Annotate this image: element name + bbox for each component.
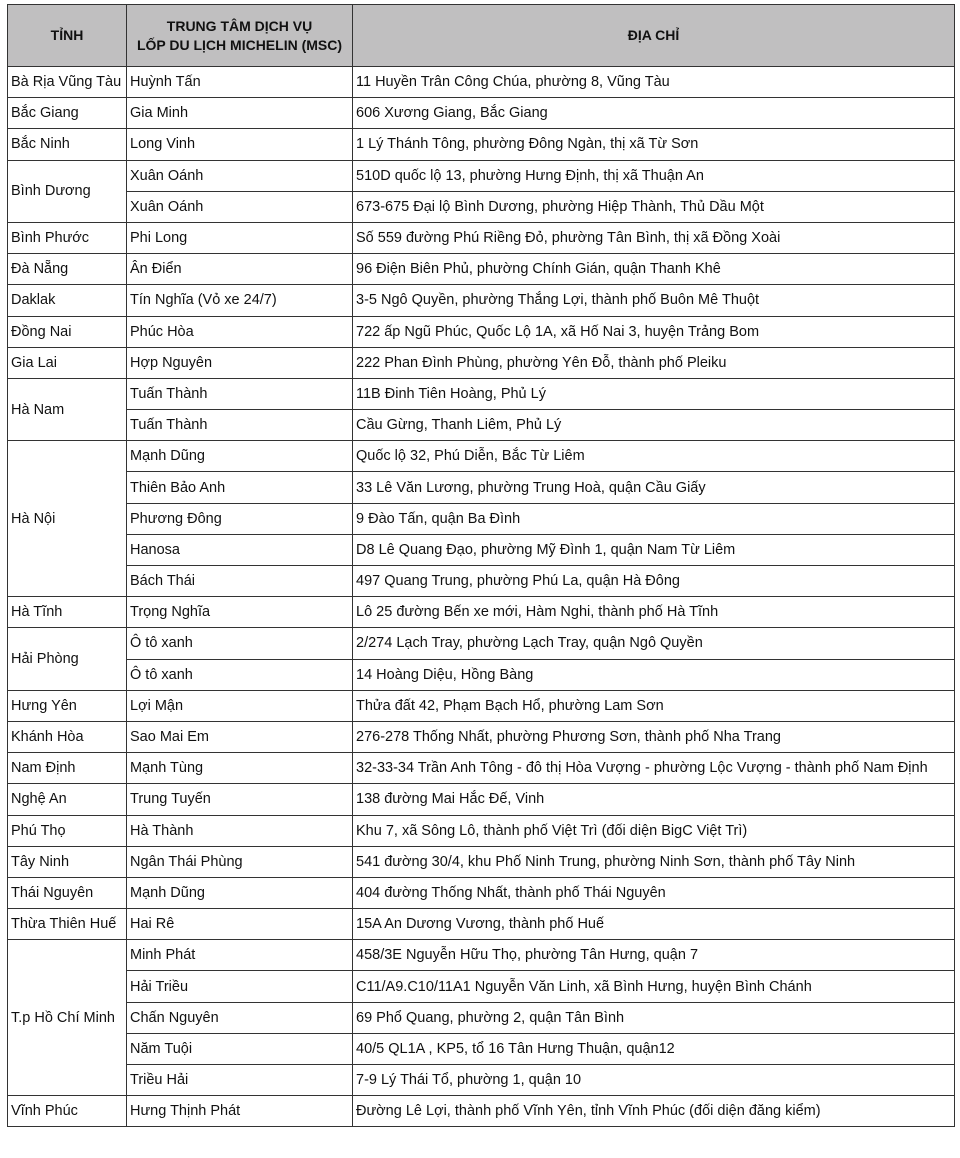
province-cell: Hải Phòng bbox=[8, 628, 127, 690]
address-cell: 673-675 Đại lộ Bình Dương, phường Hiệp Thành, Thủ Dầu Một bbox=[353, 191, 955, 222]
table-row bbox=[8, 191, 955, 222]
table-row bbox=[8, 441, 955, 472]
service-center-cell: Phúc Hòa bbox=[127, 316, 353, 347]
province-cell: Nam Định bbox=[8, 753, 127, 784]
service-center-cell: Huỳnh Tấn bbox=[127, 67, 353, 98]
table-row bbox=[8, 971, 955, 1002]
service-center-cell: Hai Rê bbox=[127, 909, 353, 940]
table-row bbox=[8, 566, 955, 597]
service-center-cell: Ô tô xanh bbox=[127, 659, 353, 690]
address-cell: 9 Đào Tấn, quận Ba Đình bbox=[353, 503, 955, 534]
address-cell: 722 ấp Ngũ Phúc, Quốc Lộ 1A, xã Hố Nai 3, huyện Trảng Bom bbox=[353, 316, 955, 347]
address-cell: C11/A9.C10/11A1 Nguyễn Văn Linh, xã Bình Hưng, huyện Bình Chánh bbox=[353, 971, 955, 1002]
header-center-line1: TRUNG TÂM DỊCH VỤ bbox=[166, 17, 313, 34]
address-cell: 458/3E Nguyễn Hữu Thọ, phường Tân Hưng, quận 7 bbox=[353, 940, 955, 971]
table-row bbox=[8, 815, 955, 846]
table-row bbox=[8, 67, 955, 98]
province-cell: Daklak bbox=[8, 285, 127, 316]
table-row bbox=[8, 347, 955, 378]
table-row bbox=[8, 285, 955, 316]
province-cell: Khánh Hòa bbox=[8, 721, 127, 752]
header-address: ĐỊA CHỈ bbox=[353, 5, 955, 67]
table-row bbox=[8, 1002, 955, 1033]
address-cell: 510D quốc lộ 13, phường Hưng Định, thị xã Thuận An bbox=[353, 160, 955, 191]
province-cell: Hà Tĩnh bbox=[8, 597, 127, 628]
address-cell: 497 Quang Trung, phường Phú La, quận Hà Đông bbox=[353, 566, 955, 597]
service-center-cell: Mạnh Dũng bbox=[127, 441, 353, 472]
province-cell: Bắc Ninh bbox=[8, 129, 127, 160]
service-center-cell: Gia Minh bbox=[127, 98, 353, 129]
service-center-cell: Tuấn Thành bbox=[127, 410, 353, 441]
address-cell: 15A An Dương Vương, thành phố Huế bbox=[353, 909, 955, 940]
address-cell: 138 đường Mai Hắc Đế, Vinh bbox=[353, 784, 955, 815]
address-cell: Cầu Gừng, Thanh Liêm, Phủ Lý bbox=[353, 410, 955, 441]
table-row bbox=[8, 410, 955, 441]
table-row bbox=[8, 472, 955, 503]
service-center-cell: Trọng Nghĩa bbox=[127, 597, 353, 628]
address-cell: 222 Phan Đình Phùng, phường Yên Đỗ, thành phố Pleiku bbox=[353, 347, 955, 378]
address-cell: 11 Huyền Trân Công Chúa, phường 8, Vũng Tàu bbox=[353, 67, 955, 98]
table-row bbox=[8, 690, 955, 721]
province-cell: Vĩnh Phúc bbox=[8, 1096, 127, 1127]
table-row bbox=[8, 316, 955, 347]
table-row bbox=[8, 1096, 955, 1127]
province-cell: Bình Dương bbox=[8, 160, 127, 222]
table-row bbox=[8, 877, 955, 908]
province-cell: Bình Phước bbox=[8, 222, 127, 253]
service-center-cell: Tuấn Thành bbox=[127, 378, 353, 409]
table-row bbox=[8, 597, 955, 628]
address-cell: Lô 25 đường Bến xe mới, Hàm Nghi, thành phố Hà Tĩnh bbox=[353, 597, 955, 628]
table-row bbox=[8, 1065, 955, 1096]
table-body bbox=[8, 67, 955, 1127]
province-cell: Hưng Yên bbox=[8, 690, 127, 721]
service-center-cell: Ân Điển bbox=[127, 254, 353, 285]
service-center-cell: Hà Thành bbox=[127, 815, 353, 846]
table-row bbox=[8, 753, 955, 784]
province-cell: Đà Nẵng bbox=[8, 254, 127, 285]
table-row bbox=[8, 784, 955, 815]
province-cell: Thừa Thiên Huế bbox=[8, 909, 127, 940]
table-row bbox=[8, 503, 955, 534]
table-row bbox=[8, 846, 955, 877]
service-center-cell: Năm Tuội bbox=[127, 1033, 353, 1064]
service-center-cell: Minh Phát bbox=[127, 940, 353, 971]
province-cell: Nghệ An bbox=[8, 784, 127, 815]
address-cell: 3-5 Ngô Quyền, phường Thắng Lợi, thành phố Buôn Mê Thuột bbox=[353, 285, 955, 316]
address-cell: 33 Lê Văn Lương, phường Trung Hoà, quận Cầu Giấy bbox=[353, 472, 955, 503]
service-center-cell: Long Vinh bbox=[127, 129, 353, 160]
service-center-cell: Triều Hải bbox=[127, 1065, 353, 1096]
province-cell: Thái Nguyên bbox=[8, 877, 127, 908]
service-center-cell: Mạnh Tùng bbox=[127, 753, 353, 784]
table-row bbox=[8, 254, 955, 285]
table-row bbox=[8, 659, 955, 690]
service-center-cell: Phi Long bbox=[127, 222, 353, 253]
address-cell: 404 đường Thống Nhất, thành phố Thái Nguyên bbox=[353, 877, 955, 908]
service-center-cell: Hanosa bbox=[127, 534, 353, 565]
table-row bbox=[8, 534, 955, 565]
address-cell: Đường Lê Lợi, thành phố Vĩnh Yên, tỉnh Vĩnh Phúc (đối diện đăng kiểm) bbox=[353, 1096, 955, 1127]
address-cell: 69 Phổ Quang, phường 2, quận Tân Bình bbox=[353, 1002, 955, 1033]
header-province: TỈNH bbox=[8, 5, 127, 67]
address-cell: 1 Lý Thánh Tông, phường Đông Ngàn, thị xã Từ Sơn bbox=[353, 129, 955, 160]
province-cell: Gia Lai bbox=[8, 347, 127, 378]
service-center-cell: Hải Triều bbox=[127, 971, 353, 1002]
service-center-table bbox=[7, 4, 955, 1127]
province-cell: Bắc Giang bbox=[8, 98, 127, 129]
address-cell: 606 Xương Giang, Bắc Giang bbox=[353, 98, 955, 129]
service-center-cell: Bách Thái bbox=[127, 566, 353, 597]
table-row bbox=[8, 940, 955, 971]
service-center-cell: Hưng Thịnh Phát bbox=[127, 1096, 353, 1127]
table-row bbox=[8, 721, 955, 752]
header-service-center bbox=[127, 5, 353, 67]
header-row bbox=[8, 5, 955, 67]
table-row bbox=[8, 628, 955, 659]
province-cell: Hà Nội bbox=[8, 441, 127, 597]
address-cell: 40/5 QL1A , KP5, tổ 16 Tân Hưng Thuận, quận12 bbox=[353, 1033, 955, 1064]
service-center-cell: Phương Đông bbox=[127, 503, 353, 534]
address-cell: 7-9 Lý Thái Tổ, phường 1, quận 10 bbox=[353, 1065, 955, 1096]
service-center-cell: Xuân Oánh bbox=[127, 191, 353, 222]
address-cell: 32-33-34 Trần Anh Tông - đô thị Hòa Vượng - phường Lộc Vượng - thành phố Nam Định bbox=[353, 753, 955, 784]
province-cell: Đồng Nai bbox=[8, 316, 127, 347]
address-cell: 96 Điện Biên Phủ, phường Chính Gián, quận Thanh Khê bbox=[353, 254, 955, 285]
address-cell: 2/274 Lạch Tray, phường Lạch Tray, quận Ngô Quyền bbox=[353, 628, 955, 659]
table-row bbox=[8, 1033, 955, 1064]
address-cell: Số 559 đường Phú Riềng Đỏ, phường Tân Bình, thị xã Đồng Xoài bbox=[353, 222, 955, 253]
service-center-cell: Sao Mai Em bbox=[127, 721, 353, 752]
province-cell: Bà Rịa Vũng Tàu bbox=[8, 67, 127, 98]
province-cell: Phú Thọ bbox=[8, 815, 127, 846]
service-center-cell: Lợi Mận bbox=[127, 690, 353, 721]
table-row bbox=[8, 222, 955, 253]
address-cell: Quốc lộ 32, Phú Diễn, Bắc Từ Liêm bbox=[353, 441, 955, 472]
province-cell: T.p Hồ Chí Minh bbox=[8, 940, 127, 1096]
service-center-cell: Xuân Oánh bbox=[127, 160, 353, 191]
service-center-cell: Hợp Nguyên bbox=[127, 347, 353, 378]
address-cell: 11B Đinh Tiên Hoàng, Phủ Lý bbox=[353, 378, 955, 409]
table-row bbox=[8, 378, 955, 409]
province-cell: Tây Ninh bbox=[8, 846, 127, 877]
service-center-cell: Mạnh Dũng bbox=[127, 877, 353, 908]
province-cell: Hà Nam bbox=[8, 378, 127, 440]
address-cell: 541 đường 30/4, khu Phố Ninh Trung, phường Ninh Sơn, thành phố Tây Ninh bbox=[353, 846, 955, 877]
service-center-cell: Ngân Thái Phùng bbox=[127, 846, 353, 877]
table-row bbox=[8, 129, 955, 160]
address-cell: Thửa đất 42, Phạm Bạch Hổ, phường Lam Sơn bbox=[353, 690, 955, 721]
table-row bbox=[8, 160, 955, 191]
service-center-cell: Ô tô xanh bbox=[127, 628, 353, 659]
service-center-cell: Chấn Nguyên bbox=[127, 1002, 353, 1033]
address-cell: Khu 7, xã Sông Lô, thành phố Việt Trì (đối diện BigC Việt Trì) bbox=[353, 815, 955, 846]
address-cell: D8 Lê Quang Đạo, phường Mỹ Đình 1, quận Nam Từ Liêm bbox=[353, 534, 955, 565]
address-cell: 14 Hoàng Diệu, Hồng Bàng bbox=[353, 659, 955, 690]
service-center-cell: Thiên Bảo Anh bbox=[127, 472, 353, 503]
address-cell: 276-278 Thống Nhất, phường Phương Sơn, thành phố Nha Trang bbox=[353, 721, 955, 752]
service-center-cell: Tín Nghĩa (Vỏ xe 24/7) bbox=[127, 285, 353, 316]
table-row bbox=[8, 909, 955, 940]
header-center-line2: LỐP DU LỊCH MICHELIN (MSC) bbox=[136, 36, 343, 53]
service-center-cell: Trung Tuyến bbox=[127, 784, 353, 815]
table-row bbox=[8, 98, 955, 129]
